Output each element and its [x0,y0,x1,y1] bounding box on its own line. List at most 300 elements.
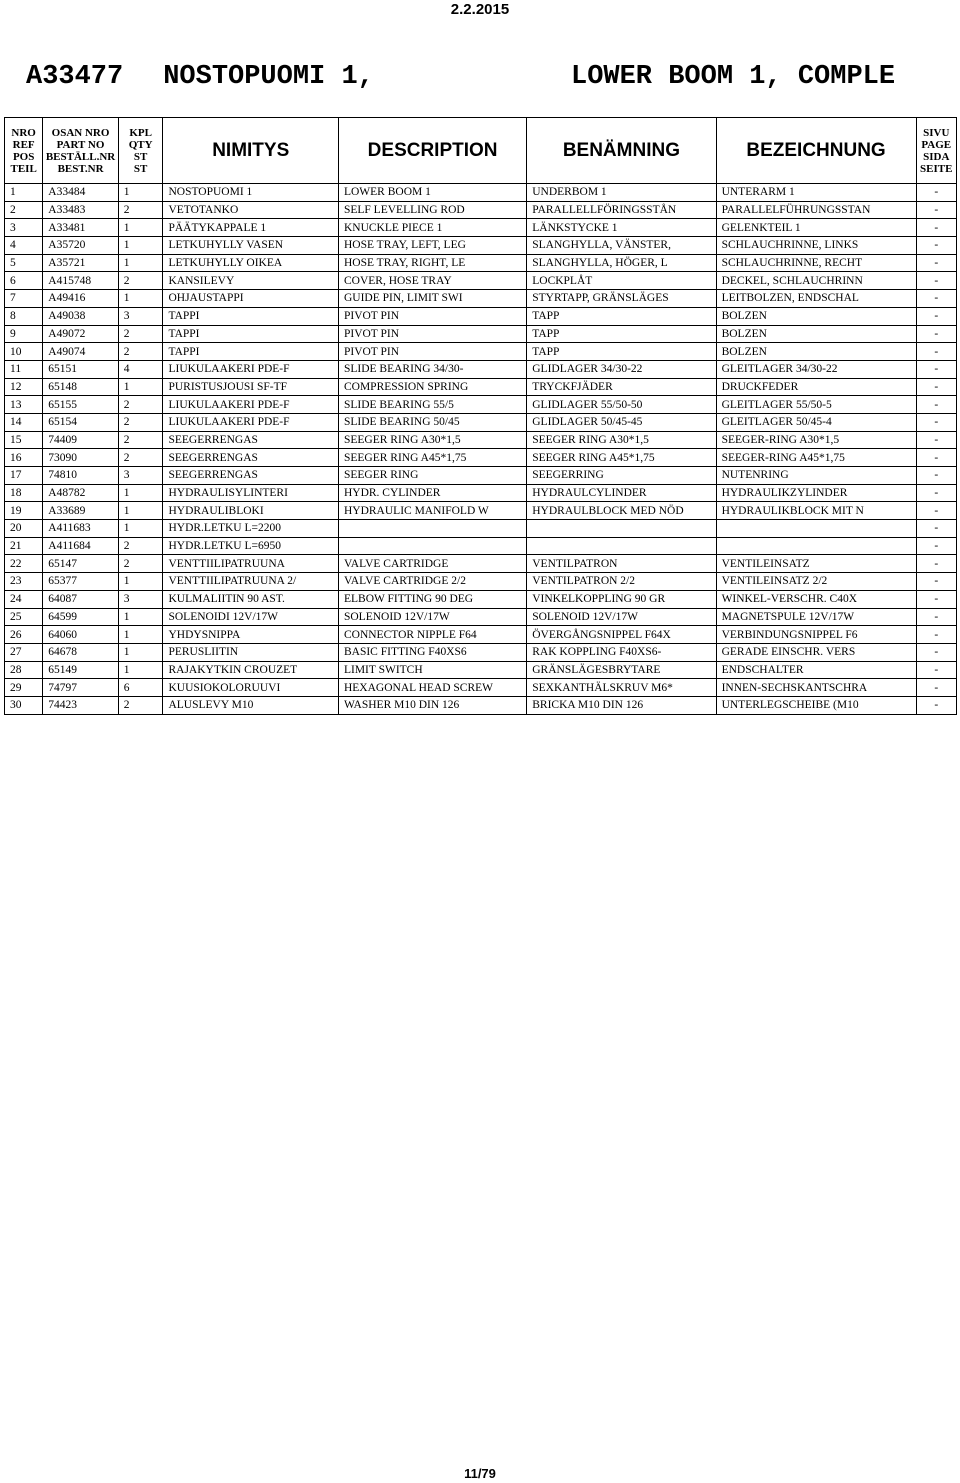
table-row [5,449,957,467]
cell-bezeichnung: SCHLAUCHRINNE, RECHT [716,254,916,272]
cell-description: HOSE TRAY, LEFT, LEG [338,237,526,255]
cell-benamning: SEXKANTHÄLSKRUV M6* [527,679,716,697]
cell-description: LIMIT SWITCH [338,661,526,679]
cell-description: SLIDE BEARING 50/45 [338,413,526,431]
cell-ref: 17 [5,467,43,485]
cell-nimitys: HYDR.LETKU L=2200 [163,520,339,538]
cell-part-no: 65155 [43,396,119,414]
cell-bezeichnung: SEEGER-RING A30*1,5 [716,431,916,449]
cell-bezeichnung: SCHLAUCHRINNE, LINKS [716,237,916,255]
cell-bezeichnung: GLEITLAGER 34/30-22 [716,360,916,378]
table-row [5,696,957,714]
cell-ref: 13 [5,396,43,414]
cell-part-no: 65147 [43,555,119,573]
cell-nimitys: YHDYSNIPPA [163,626,339,644]
cell-bezeichnung: DRUCKFEDER [716,378,916,396]
cell-ref: 30 [5,696,43,714]
cell-nimitys: KUUSIOKOLORUUVI [163,679,339,697]
cell-part-no: 65148 [43,378,119,396]
cell-part-no: 65151 [43,360,119,378]
cell-qty: 1 [118,661,163,679]
cell-page: - [916,520,956,538]
cell-page: - [916,484,956,502]
cell-benamning: GRÄNSLÄGESBRYTARE [527,661,716,679]
table-row [5,237,957,255]
cell-qty: 1 [118,520,163,538]
cell-nimitys: HYDRAULISYLINTERI [163,484,339,502]
cell-qty: 1 [118,237,163,255]
table-row [5,290,957,308]
table-row [5,573,957,591]
cell-description: CONNECTOR NIPPLE F64 [338,626,526,644]
header-line: BEST.NR [57,162,104,175]
table-row [5,201,957,219]
cell-qty: 1 [118,184,163,202]
table-row [5,360,957,378]
table-row [5,396,957,414]
cell-qty: 2 [118,325,163,343]
table-header-row [5,118,957,184]
cell-nimitys: VETOTANKO [163,201,339,219]
cell-part-no: 73090 [43,449,119,467]
cell-description [338,537,526,555]
cell-description: VALVE CARTRIDGE [338,555,526,573]
header-line: SIVU [923,126,950,139]
cell-description: SELF LEVELLING ROD [338,201,526,219]
cell-qty: 2 [118,555,163,573]
cell-nimitys: PÄÄTYKAPPALE 1 [163,219,339,237]
cell-nimitys: SEEGERRENGAS [163,449,339,467]
cell-bezeichnung: VENTILEINSATZ 2/2 [716,573,916,591]
cell-benamning: TAPP [527,307,716,325]
cell-description: HEXAGONAL HEAD SCREW [338,679,526,697]
cell-bezeichnung: UNTERARM 1 [716,184,916,202]
cell-bezeichnung: VERBINDUNGSNIPPEL F6 [716,626,916,644]
cell-ref: 14 [5,413,43,431]
cell-page: - [916,643,956,661]
cell-qty: 3 [118,307,163,325]
header-line: PAGE [921,138,952,151]
table-row [5,219,957,237]
cell-ref: 19 [5,502,43,520]
cell-benamning: SLANGHYLLA, HÖGER, L [527,254,716,272]
cell-benamning [527,537,716,555]
cell-description: COVER, HOSE TRAY [338,272,526,290]
parts-table [4,117,957,715]
header-line: ST [133,150,148,163]
cell-qty: 1 [118,608,163,626]
cell-nimitys: PURISTUSJOUSI SF-TF [163,378,339,396]
cell-bezeichnung: MAGNETSPULE 12V/17W [716,608,916,626]
header-line: KPL [129,126,152,139]
header-line: PART NO [56,138,105,151]
cell-page: - [916,237,956,255]
cell-benamning: BRICKA M10 DIN 126 [527,696,716,714]
cell-ref: 29 [5,679,43,697]
cell-ref: 18 [5,484,43,502]
table-row [5,413,957,431]
cell-description: SOLENOID 12V/17W [338,608,526,626]
cell-bezeichnung: INNEN-SECHSKANTSCHRA [716,679,916,697]
cell-page: - [916,378,956,396]
cell-nimitys: KULMALIITIN 90 AST. [163,590,339,608]
cell-part-no: 64087 [43,590,119,608]
cell-part-no: A49072 [43,325,119,343]
cell-part-no: A48782 [43,484,119,502]
cell-benamning [527,520,716,538]
cell-description: SEEGER RING [338,467,526,485]
cell-page: - [916,449,956,467]
cell-nimitys: TAPPI [163,343,339,361]
cell-page: - [916,290,956,308]
cell-page: - [916,502,956,520]
table-row [5,484,957,502]
cell-description: HOSE TRAY, RIGHT, LE [338,254,526,272]
cell-bezeichnung: BOLZEN [716,343,916,361]
cell-description: ELBOW FITTING 90 DEG [338,590,526,608]
cell-part-no: A33689 [43,502,119,520]
cell-bezeichnung: UNTERLEGSCHEIBE (M10 [716,696,916,714]
cell-benamning: TAPP [527,325,716,343]
cell-benamning: VENTILPATRON [527,555,716,573]
cell-nimitys: SOLENOIDI 12V/17W [163,608,339,626]
cell-page: - [916,431,956,449]
cell-ref: 4 [5,237,43,255]
cell-qty: 2 [118,537,163,555]
header-page [916,118,956,184]
cell-qty: 2 [118,696,163,714]
cell-page: - [916,467,956,485]
header-nimitys: NIMITYS [163,118,339,184]
header-line: QTY [128,138,153,151]
cell-benamning: SEEGER RING A45*1,75 [527,449,716,467]
cell-benamning: GLIDLAGER 50/45-45 [527,413,716,431]
cell-nimitys: LETKUHYLLY OIKEA [163,254,339,272]
cell-part-no: A49416 [43,290,119,308]
cell-page: - [916,254,956,272]
cell-description: LOWER BOOM 1 [338,184,526,202]
cell-benamning: PARALLELLFÖRINGSSTÅN [527,201,716,219]
cell-benamning: GLIDLAGER 34/30-22 [527,360,716,378]
cell-nimitys: LIUKULAAKERI PDE-F [163,396,339,414]
cell-page: - [916,573,956,591]
table-row [5,184,957,202]
cell-qty: 2 [118,449,163,467]
cell-benamning: TAPP [527,343,716,361]
cell-description: PIVOT PIN [338,343,526,361]
cell-page: - [916,325,956,343]
cell-bezeichnung [716,537,916,555]
header-line: SIDA [923,150,950,163]
cell-ref: 20 [5,520,43,538]
cell-part-no: 64599 [43,608,119,626]
cell-bezeichnung: PARALLELFÜHRUNGSSTAN [716,201,916,219]
cell-benamning: SEEGER RING A30*1,5 [527,431,716,449]
cell-part-no: 65154 [43,413,119,431]
cell-qty: 1 [118,219,163,237]
table-row [5,502,957,520]
cell-description: PIVOT PIN [338,325,526,343]
table-row [5,272,957,290]
table-row [5,325,957,343]
cell-benamning: GLIDLAGER 55/50-50 [527,396,716,414]
cell-part-no: 74409 [43,431,119,449]
cell-page: - [916,219,956,237]
cell-benamning: VINKELKOPPLING 90 GR [527,590,716,608]
cell-description: HYDRAULIC MANIFOLD W [338,502,526,520]
cell-part-no: A411683 [43,520,119,538]
header-line: ST [133,162,148,175]
cell-benamning: HYDRAULBLOCK MED NÖD [527,502,716,520]
table-row [5,378,957,396]
cell-part-no: A35721 [43,254,119,272]
cell-page: - [916,360,956,378]
cell-qty: 6 [118,679,163,697]
cell-part-no: 74797 [43,679,119,697]
cell-description: SEEGER RING A45*1,75 [338,449,526,467]
cell-description: VALVE CARTRIDGE 2/2 [338,573,526,591]
cell-bezeichnung: GELENKTEIL 1 [716,219,916,237]
cell-page: - [916,343,956,361]
cell-description: BASIC FITTING F40XS6 [338,643,526,661]
cell-part-no: 74423 [43,696,119,714]
cell-ref: 22 [5,555,43,573]
cell-qty: 1 [118,484,163,502]
cell-nimitys: TAPPI [163,325,339,343]
cell-qty: 2 [118,201,163,219]
header-qty [118,118,163,184]
cell-ref: 28 [5,661,43,679]
cell-bezeichnung: GLEITLAGER 50/45-4 [716,413,916,431]
cell-page: - [916,555,956,573]
cell-part-no: 65377 [43,573,119,591]
cell-page: - [916,537,956,555]
table-row [5,254,957,272]
cell-nimitys: PERUSLIITIN [163,643,339,661]
cell-qty: 1 [118,378,163,396]
header-line: NRO [11,126,36,139]
cell-qty: 1 [118,626,163,644]
cell-qty: 1 [118,254,163,272]
cell-description: WASHER M10 DIN 126 [338,696,526,714]
cell-ref: 6 [5,272,43,290]
cell-ref: 23 [5,573,43,591]
cell-ref: 16 [5,449,43,467]
cell-part-no: 74810 [43,467,119,485]
cell-part-no: A415748 [43,272,119,290]
cell-page: - [916,307,956,325]
page-number: 11/79 [464,1466,496,1481]
cell-description: HYDR. CYLINDER [338,484,526,502]
cell-benamning: RAK KOPPLING F40XS6- [527,643,716,661]
cell-ref: 25 [5,608,43,626]
cell-part-no: A33483 [43,201,119,219]
cell-part-no: A35720 [43,237,119,255]
cell-qty: 2 [118,431,163,449]
cell-qty: 3 [118,590,163,608]
title-english: LOWER BOOM 1, COMPLE [571,62,896,92]
cell-page: - [916,201,956,219]
table-row [5,679,957,697]
table-row [5,608,957,626]
cell-page: - [916,626,956,644]
table-row [5,431,957,449]
cell-page: - [916,184,956,202]
cell-part-no: 64060 [43,626,119,644]
cell-bezeichnung: LEITBOLZEN, ENDSCHAL [716,290,916,308]
document-title [26,62,946,92]
cell-bezeichnung: ENDSCHALTER [716,661,916,679]
header-line: TEIL [10,162,37,175]
cell-nimitys: VENTTIILIPATRUUNA 2/ [163,573,339,591]
cell-qty: 1 [118,502,163,520]
cell-page: - [916,590,956,608]
header-benamning: BENÄMNING [527,118,716,184]
cell-bezeichnung: WINKEL-VERSCHR. C40X [716,590,916,608]
cell-qty: 3 [118,467,163,485]
cell-description: SLIDE BEARING 34/30- [338,360,526,378]
cell-qty: 2 [118,343,163,361]
cell-nimitys: TAPPI [163,307,339,325]
cell-ref: 21 [5,537,43,555]
cell-nimitys: RAJAKYTKIN CROUZET [163,661,339,679]
cell-benamning: LOCKPLÅT [527,272,716,290]
header-line: REF [12,138,35,151]
cell-page: - [916,396,956,414]
cell-ref: 7 [5,290,43,308]
cell-benamning: STYRTAPP, GRÄNSLÄGES [527,290,716,308]
cell-nimitys: LIUKULAAKERI PDE-F [163,360,339,378]
cell-description: PIVOT PIN [338,307,526,325]
cell-page: - [916,413,956,431]
cell-qty: 2 [118,272,163,290]
cell-benamning: SLANGHYLLA, VÄNSTER, [527,237,716,255]
table-row [5,520,957,538]
cell-qty: 1 [118,643,163,661]
document-date: 2.2.2015 [450,1,510,18]
parts-table-body [5,184,957,715]
cell-page: - [916,696,956,714]
cell-ref: 11 [5,360,43,378]
cell-ref: 3 [5,219,43,237]
cell-ref: 8 [5,307,43,325]
cell-nimitys: HYDR.LETKU L=6950 [163,537,339,555]
cell-part-no: A49038 [43,307,119,325]
cell-benamning: HYDRAULCYLINDER [527,484,716,502]
cell-ref: 26 [5,626,43,644]
cell-description [338,520,526,538]
cell-qty: 1 [118,573,163,591]
cell-nimitys: SEEGERRENGAS [163,431,339,449]
table-row [5,307,957,325]
header-line: POS [12,150,35,163]
cell-bezeichnung: SEEGER-RING A45*1,75 [716,449,916,467]
cell-nimitys: ALUSLEVY M10 [163,696,339,714]
cell-page: - [916,608,956,626]
cell-ref: 15 [5,431,43,449]
cell-part-no: 65149 [43,661,119,679]
cell-ref: 1 [5,184,43,202]
cell-nimitys: SEEGERRENGAS [163,467,339,485]
cell-qty: 4 [118,360,163,378]
table-row [5,555,957,573]
table-row [5,343,957,361]
table-row [5,626,957,644]
cell-bezeichnung: BOLZEN [716,325,916,343]
cell-benamning: ÖVERGÅNGSNIPPEL F64X [527,626,716,644]
cell-nimitys: LIUKULAAKERI PDE-F [163,413,339,431]
cell-bezeichnung: BOLZEN [716,307,916,325]
cell-description: KNUCKLE PIECE 1 [338,219,526,237]
cell-benamning: LÄNKSTYCKE 1 [527,219,716,237]
table-row [5,537,957,555]
cell-nimitys: HYDRAULIBLOKI [163,502,339,520]
header-nro [5,118,43,184]
table-row [5,643,957,661]
cell-nimitys: KANSILEVY [163,272,339,290]
table-row [5,590,957,608]
cell-part-no: A49074 [43,343,119,361]
cell-description: COMPRESSION SPRING [338,378,526,396]
header-bezeichnung: BEZEICHNUNG [716,118,916,184]
cell-bezeichnung: GLEITLAGER 55/50-5 [716,396,916,414]
cell-bezeichnung: DECKEL, SCHLAUCHRINN [716,272,916,290]
cell-description: SEEGER RING A30*1,5 [338,431,526,449]
cell-qty: 2 [118,396,163,414]
cell-bezeichnung: HYDRAULIKZYLINDER [716,484,916,502]
cell-ref: 9 [5,325,43,343]
cell-part-no: 64678 [43,643,119,661]
cell-ref: 5 [5,254,43,272]
cell-benamning: SEEGERRING [527,467,716,485]
table-row [5,661,957,679]
cell-bezeichnung: VENTILEINSATZ [716,555,916,573]
title-finnish: NOSTOPUOMI 1, [163,62,374,92]
header-line: SEITE [920,162,953,175]
cell-description: SLIDE BEARING 55/5 [338,396,526,414]
cell-nimitys: VENTTIILIPATRUUNA [163,555,339,573]
table-row [5,467,957,485]
cell-qty: 1 [118,290,163,308]
cell-ref: 12 [5,378,43,396]
cell-nimitys: OHJAUSTAPPI [163,290,339,308]
cell-page: - [916,661,956,679]
cell-ref: 27 [5,643,43,661]
header-line: BESTÄLL.NR [45,150,116,163]
cell-part-no: A33484 [43,184,119,202]
cell-nimitys: NOSTOPUOMI 1 [163,184,339,202]
cell-bezeichnung: NUTENRING [716,467,916,485]
cell-bezeichnung [716,520,916,538]
header-description: DESCRIPTION [338,118,526,184]
cell-description: GUIDE PIN, LIMIT SWI [338,290,526,308]
cell-bezeichnung: GERADE EINSCHR. VERS [716,643,916,661]
cell-ref: 24 [5,590,43,608]
cell-page: - [916,679,956,697]
header-line: OSAN NRO [51,126,110,139]
cell-part-no: A411684 [43,537,119,555]
cell-nimitys: LETKUHYLLY VASEN [163,237,339,255]
header-part-no [43,118,119,184]
cell-ref: 2 [5,201,43,219]
cell-page: - [916,272,956,290]
cell-part-no: A33481 [43,219,119,237]
cell-qty: 2 [118,413,163,431]
cell-benamning: VENTILPATRON 2/2 [527,573,716,591]
title-code: A33477 [26,62,124,92]
cell-benamning: SOLENOID 12V/17W [527,608,716,626]
cell-benamning: UNDERBOM 1 [527,184,716,202]
